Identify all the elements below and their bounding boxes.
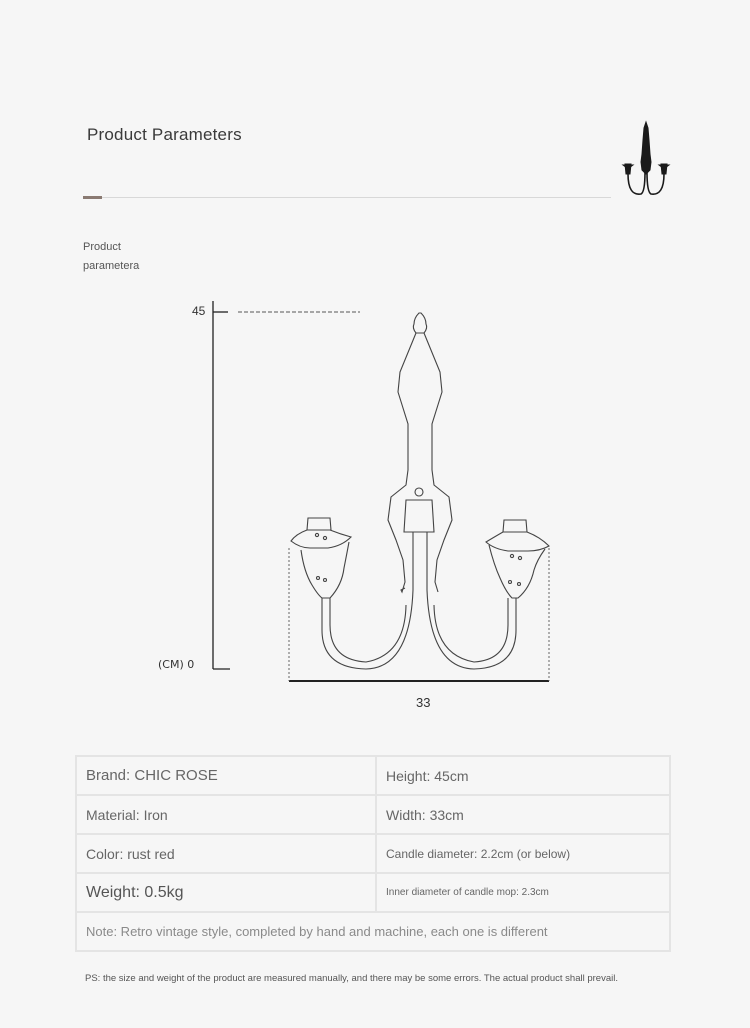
candle-diameter-cell: Candle diameter: 2.2cm (or below) [376,834,670,873]
table-row [76,912,670,951]
title-divider [83,197,611,198]
weight-cell: Weight: 0.5kg [76,873,376,912]
height-cell: Height: 45cm [376,756,670,795]
material-cell: Material: Iron [76,795,376,834]
dimension-drawing [0,290,750,720]
table-row [76,795,670,834]
sub-label-line-1: Product [83,241,121,253]
color-cell: Color: rust red [76,834,376,873]
table-row [76,873,670,912]
width-value-label: 33 [416,695,431,710]
ps-disclaimer: PS: the size and weight of the product are measured manually, and there may be some errors. The actual product shall prevail. [85,973,618,984]
table-row [76,756,670,795]
brand-cell: Brand: CHIC ROSE [76,756,376,795]
table-row [76,834,670,873]
note-cell: Note: Retro vintage style, completed by hand and machine, each one is different [76,912,670,951]
zero-tick-label: (CM) 0 [158,658,195,671]
title-accent-bar [83,196,102,199]
candle-holder-outline [291,313,549,669]
height-axis [213,301,230,669]
inner-diameter-cell: Inner diameter of candle mop: 2.3cm [376,873,670,912]
parameters-table [75,755,671,952]
candle-holder-thumbnail-icon [615,118,677,200]
diagram-sub-label [83,238,163,276]
height-tick-label: 45 [192,304,206,318]
section-title: Product Parameters [87,125,242,144]
width-cell: Width: 33cm [376,795,670,834]
sub-label-line-2: parametera [83,260,140,272]
